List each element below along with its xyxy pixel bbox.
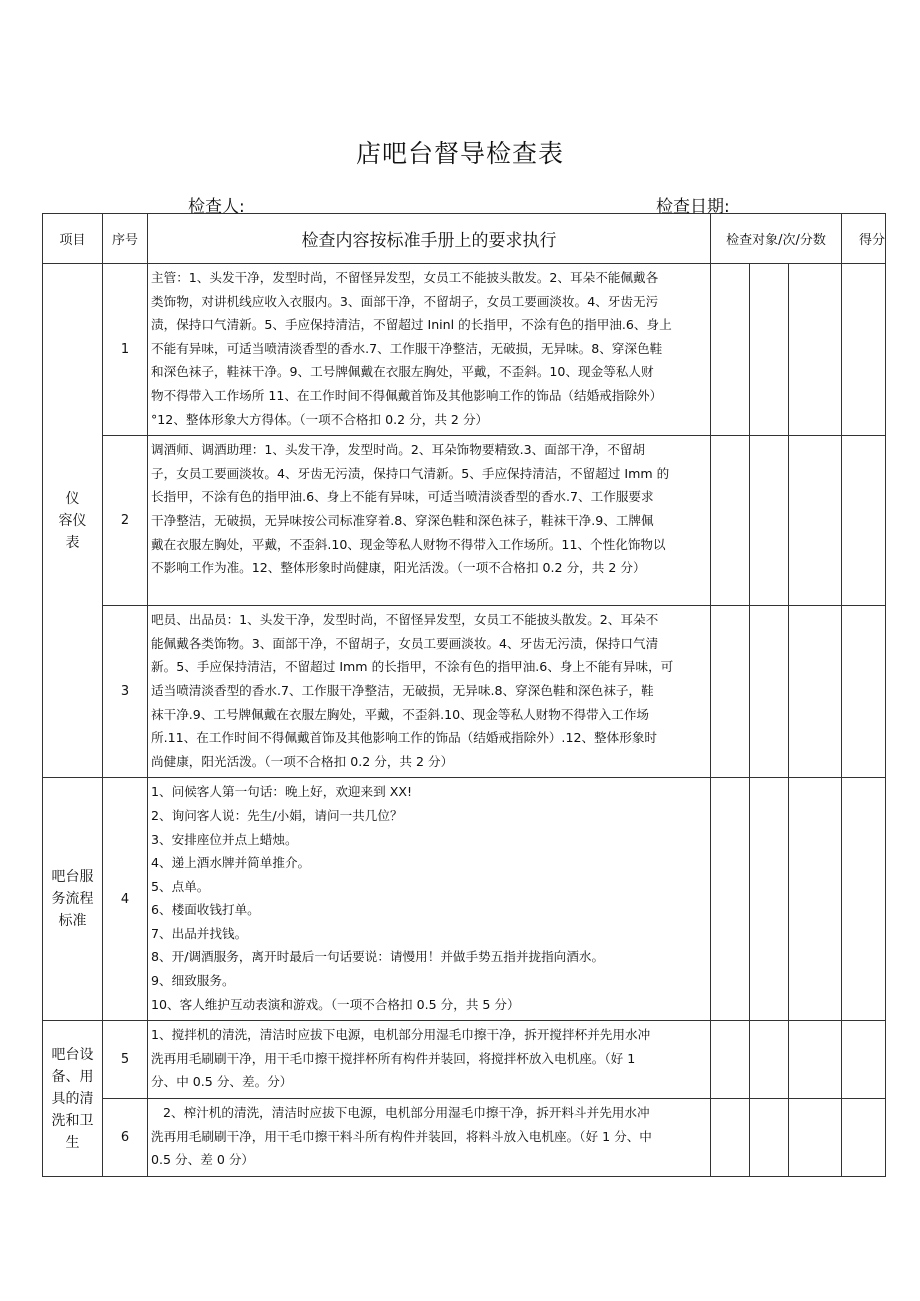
target-check-cell[interactable] xyxy=(789,778,842,1021)
content-line: 干净整洁，无破损，无异味按公司标准穿着.8、穿深色鞋和深色袜子，鞋袜干净.9、工牌佩 xyxy=(151,512,654,528)
target-check-cell[interactable] xyxy=(711,436,750,606)
content-cell xyxy=(148,264,711,436)
target-check-cell[interactable] xyxy=(750,778,789,1021)
target-check-cell[interactable] xyxy=(750,606,789,778)
content-line: 7、出品并找钱。 xyxy=(151,925,248,941)
category-label: 吧台服 xyxy=(51,869,94,886)
content-cell xyxy=(148,606,711,778)
seq-cell: 3 xyxy=(103,606,148,778)
score-cell[interactable] xyxy=(842,1021,886,1099)
content-cell xyxy=(148,778,711,1021)
table-body xyxy=(43,264,886,1177)
content-line: 类饰物，对讲机线应收入衣服内。3、面部干净，不留胡子，女员工要画淡妆。4、牙齿无污 xyxy=(151,293,659,309)
target-check-cell[interactable] xyxy=(711,1099,750,1177)
category-label: 仪 xyxy=(65,490,80,507)
target-check-cell[interactable] xyxy=(711,264,750,436)
table-row xyxy=(43,778,886,1021)
content-cell xyxy=(148,1021,711,1099)
category-cell xyxy=(43,778,103,1021)
table-row xyxy=(43,606,886,778)
category-label: 表 xyxy=(65,534,80,551)
content-line: 所.11、在工作时间不得佩戴首饰及其他影响工作的饰品（结婚戒指除外）.12、整体形象时 xyxy=(151,730,658,746)
content-line: 渍，保持口气清新。5、手应保持清洁，不留超过 Ininl 的长指甲，不涂有色的指甲油.6、身上 xyxy=(151,317,672,333)
table-row xyxy=(43,1099,886,1177)
content-line: 尚健康，阳光活泼。（一项不合格扣 0.2 分，共 2 分） xyxy=(151,753,454,769)
target-check-cell[interactable] xyxy=(750,436,789,606)
score-cell[interactable] xyxy=(842,264,886,436)
header-score: 得分 xyxy=(842,214,886,264)
page-title: 店吧台督导检查表 xyxy=(355,139,564,168)
content-line: 6、楼面收钱打单。 xyxy=(151,902,260,918)
seq-cell: 6 xyxy=(103,1099,148,1177)
content-line: 3、安排座位并点上蜡烛。 xyxy=(151,831,298,847)
category-label: 备、用 xyxy=(51,1068,94,1085)
header-row xyxy=(43,214,886,264)
category-label: 生 xyxy=(65,1134,80,1151)
content-line: 2、询问客人说：先生/小娟，请问一共几位？ xyxy=(151,807,403,823)
target-check-cell[interactable] xyxy=(750,1099,789,1177)
category-label: 务流程 xyxy=(51,891,94,908)
content-line: 1、问候客人第一句话：晚上好，欢迎来到 XX! xyxy=(151,784,413,800)
content-cell xyxy=(148,436,711,606)
category-label: 具的清 xyxy=(51,1090,94,1107)
category-label: 标准 xyxy=(58,913,87,930)
seq-cell: 5 xyxy=(103,1021,148,1099)
content-line: 新。5、手应保持清洁，不留超过 Imm 的长指甲，不涂有色的指甲油.6、身上不能有异味，可 xyxy=(151,659,674,675)
content-line: 10、客人维护互动表演和游戏。（一项不合格扣 0.5 分，共 5 分） xyxy=(151,996,520,1012)
table-row xyxy=(43,264,886,436)
content-line: 适当喷清淡香型的香水.7、工作服干净整洁，无破损，无异味.8、穿深色鞋和深色袜子，鞋 xyxy=(151,682,654,698)
target-check-cell[interactable] xyxy=(789,436,842,606)
content-line: 袜干净.9、工号牌佩戴在衣服左胸处，平戴，不歪斜.10、现金等私人财物不得带入工作场 xyxy=(151,706,650,722)
table-row xyxy=(43,436,886,606)
score-cell[interactable] xyxy=(842,1099,886,1177)
target-check-cell[interactable] xyxy=(711,1021,750,1099)
content-line: 分、中 0.5 分、差。分） xyxy=(151,1074,293,1090)
content-line: 不影响工作为准。12、整体形象时尚健康，阳光活泼。（一项不合格扣 0.2 分，共 2 分） xyxy=(151,560,646,576)
target-check-cell[interactable] xyxy=(789,606,842,778)
content-line: 2、榨汁机的清洗，清洁时应拔下电源，电机部分用湿毛巾擦干净，拆开料斗并先用水冲 xyxy=(163,1105,650,1121)
header-seq: 序号 xyxy=(103,214,148,264)
content-line: 洗再用毛刷刷干净，用干毛巾擦干料斗所有构件并装回，将料斗放入电机座。（好 1 分、中 xyxy=(151,1128,652,1144)
table-row xyxy=(43,1021,886,1099)
content-line: 不能有异味，可适当喷清淡香型的香水.7、工作服干净整洁，无破损，无异味。8、穿深色鞋 xyxy=(151,340,663,356)
content-line: 8、开/调酒服务，离开时最后一句话要说：请慢用！并做手势五指并拢指向酒水。 xyxy=(151,949,605,965)
header-target: 检查对象/次/分数 xyxy=(711,214,842,264)
seq-cell: 1 xyxy=(103,264,148,436)
content-line: 和深色袜子，鞋袜干净。9、工号牌佩戴在衣服左胸处，平戴，不歪斜。10、现金等私人财 xyxy=(151,364,654,380)
content-line: 主管：1、头发干净，发型时尚，不留怪异发型，女员工不能披头散发。2、耳朵不能佩戴各 xyxy=(151,270,659,285)
score-cell[interactable] xyxy=(842,436,886,606)
target-check-cell[interactable] xyxy=(789,1021,842,1099)
content-line: 长指甲，不涂有色的指甲油.6、身上不能有异味，可适当喷清淡香型的香水.7、工作服要求 xyxy=(151,489,654,505)
target-check-cell[interactable] xyxy=(750,264,789,436)
content-line: 5、点单。 xyxy=(151,878,210,894)
content-line: 能佩戴各类饰物。3、面部干净，不留胡子，女员工要画淡妆。4、牙齿无污渍，保持口气清 xyxy=(151,635,659,651)
content-line: 9、细致服务。 xyxy=(151,973,235,989)
target-check-cell[interactable] xyxy=(789,264,842,436)
inspection-table xyxy=(42,213,886,1177)
target-check-cell[interactable] xyxy=(789,1099,842,1177)
seq-cell: 2 xyxy=(103,436,148,606)
content-line: 吧员、出品员：1、头发干净，发型时尚，不留怪异发型，女员工不能披头散发。2、耳朵不 xyxy=(151,612,659,628)
content-line: 洗再用毛刷刷干净，用干毛巾擦干搅拌杯所有构件并装回，将搅拌杯放入电机座。（好 1 xyxy=(151,1050,636,1066)
content-line: 0.5 分、差 0 分） xyxy=(151,1152,255,1168)
header-content: 检查内容按标准手册上的要求执行 xyxy=(148,214,711,264)
category-cell xyxy=(43,1021,103,1177)
score-cell[interactable] xyxy=(842,606,886,778)
inspection-date-label: 检查日期: xyxy=(656,197,730,217)
target-check-cell[interactable] xyxy=(711,606,750,778)
target-check-cell[interactable] xyxy=(711,778,750,1021)
header-item: 项目 xyxy=(43,214,103,264)
content-line: 子，女员工要画淡妆。4、牙齿无污渍，保持口气清新。5、手应保持清洁，不留超过 Imm 的 xyxy=(151,465,670,481)
content-line: 戴在衣服左胸处，平戴，不歪斜.10、现金等私人财物不得带入工作场所。11、个性化饰物以 xyxy=(151,536,666,552)
content-line: 4、递上酒水牌并简单推介。 xyxy=(151,855,311,871)
target-check-cell[interactable] xyxy=(750,1021,789,1099)
content-line: 1、搅拌机的清洗，清洁时应拔下电源，电机部分用湿毛巾擦干净，拆开搅拌杯并先用水冲 xyxy=(151,1027,651,1043)
content-cell xyxy=(148,1099,711,1177)
category-cell xyxy=(43,264,103,778)
content-line: °12、整体形象大方得体。（一项不合格扣 0.2 分，共 2 分） xyxy=(151,411,489,427)
inspector-label: 检查人: xyxy=(188,197,245,217)
category-label: 吧台设 xyxy=(51,1046,94,1063)
category-label: 洗和卫 xyxy=(51,1112,94,1129)
content-line: 物不得带入工作场所 11、在工作时间不得佩戴首饰及其他影响工作的饰品（结婚戒指除外） xyxy=(151,387,663,403)
score-cell[interactable] xyxy=(842,778,886,1021)
seq-cell: 4 xyxy=(103,778,148,1021)
category-label: 容仪 xyxy=(58,512,87,529)
content-line: 调酒师、调酒助理：1、头发干净，发型时尚。2、耳朵饰物要精致.3、面部干净，不留胡 xyxy=(151,442,646,458)
